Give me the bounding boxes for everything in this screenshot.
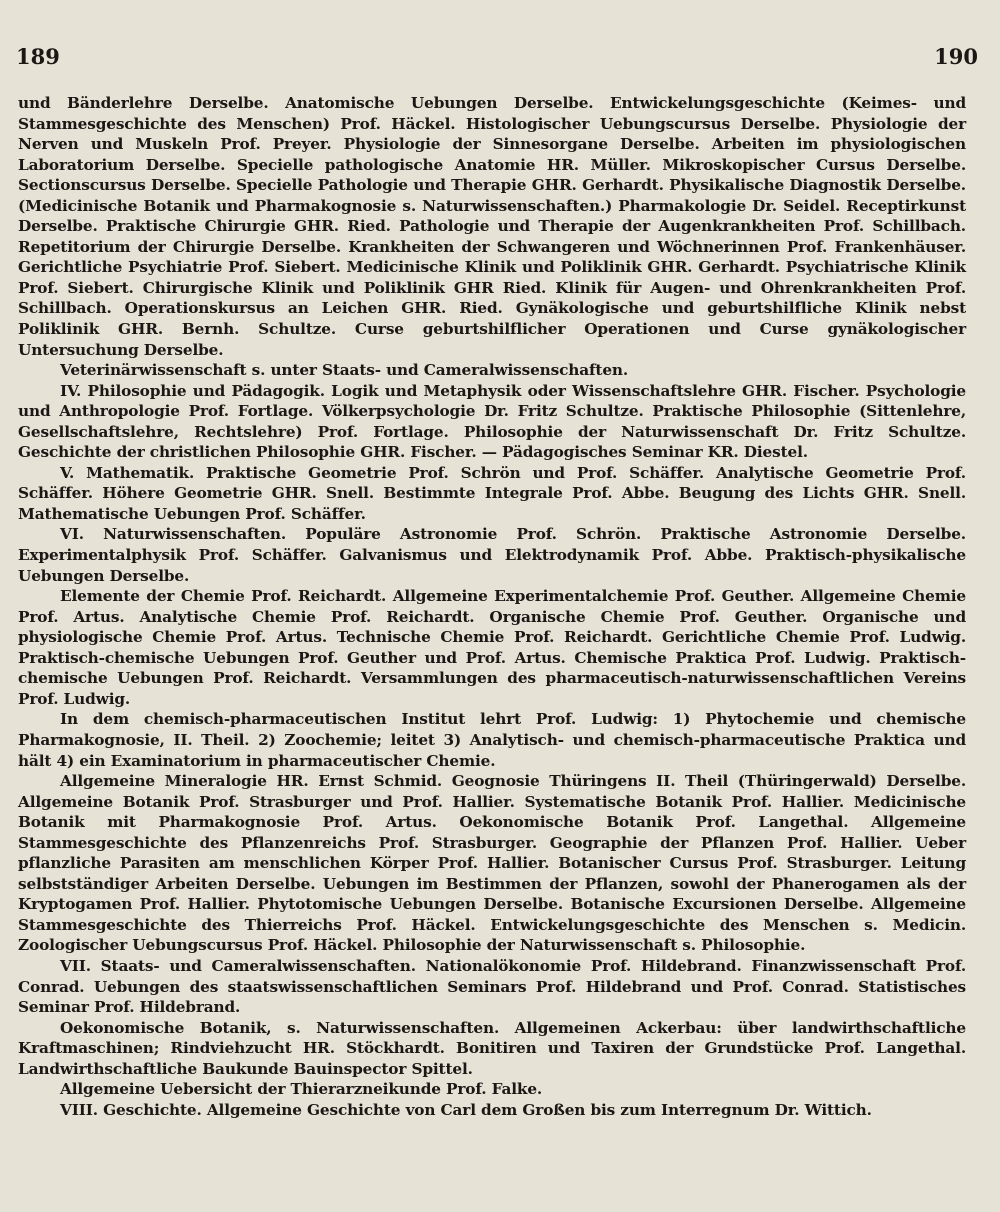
paragraph-medicine-continued: und Bänderlehre Derselbe. Anatomische Uebungen Derselbe. Entwickelungsgeschichte (Keimes- und Stammesgeschichte des Menschen) Prof. Häckel. Histologischer Uebungscursus Derselbe. Physiologie der Nerven und Muskeln Prof. Preyer. Physiologie der Sinnesorgane Derselbe. Arbeiten im physiologischen Laboratorium Derselbe. Specielle pathologische Anatomie HR. Müller. Mikroskopischer Cursus Derselbe. Sectionscursus Derselbe. Specielle Pathologie und Therapie GHR. Gerhardt. Physikalische Diagnostik Derselbe. (Medicinische Botanik und Pharmakognosie s. Naturwissenschaften.) Pharmakologie Dr. Seidel. Receptirkunst Derselbe. Praktische Chirurgie GHR. Ried. Pathologie und Therapie der Augenkrankheiten Prof. Schillbach. Repetitorium der Chirurgie Derselbe. Krankheiten der Schwangeren und Wöchnerinnen Prof. Frankenhäuser. Gerichtliche Psychiatrie Prof. Siebert. Medicinische Klinik und Poliklinik GHR. Gerhardt. Psychiatrische Klinik Prof. Siebert. Chirurgische Klinik und Poliklinik GHR Ried. Klinik für Augen- und Ohrenkrankheiten Prof. Schillbach. Operationskursus an Leichen GHR. Ried. Gynäkologische und geburtshilfliche Klinik nebst Poliklinik GHR. Bernh. Schultze. Curse geburtshilflicher Operationen und Curse gynäkologischer Untersuchung Derselbe. bbox=[18, 94, 966, 359]
paragraph-veterinary: Veterinärwissenschaft s. unter Staats- und Cameralwissenschaften. bbox=[60, 361, 629, 380]
paragraph-history: VIII. Geschichte. Allgemeine Geschichte von Carl dem Großen bis zum Interregnum Dr. Wittich. bbox=[60, 1100, 872, 1119]
paragraph-mathematics: V. Mathematik. Praktische Geometrie Prof. Schrön und Prof. Schäffer. Analytische Geometrie Prof. Schäffer. Höhere Geometrie GHR. Snell. Bestimmte Integrale Prof. Abbe. Beugung des Lichts GHR. Snell. Mathematische Uebungen Prof. Schäffer. bbox=[18, 463, 966, 523]
paragraph-mineralogy-botany: Allgemeine Mineralogie HR. Ernst Schmid. Geognosie Thüringens II. Theil (Thüringerwald) Derselbe. Allgemeine Botanik Prof. Strasburger und Prof. Hallier. Systematische Botanik Prof. Hallier. Medicinische Botanik mit Pharmakognosie Prof. Artus. Oekonomische Botanik Prof. Langethal. Allgemeine Stammesgeschichte des Pflanzenreichs Prof. Strasburger. Geographie der Pflanzen Prof. Hallier. Ueber pflanzliche Parasiten am menschlichen Körper Prof. Hallier. Botanischer Cursus Prof. Strasburger. Leitung selbstständiger Arbeiten Derselbe. Uebungen im Bestimmen der Pflanzen, sowohl der Phanerogamen als der Kryptogamen Prof. Hallier. Phytotomische Uebungen Derselbe. Botanische Excursionen Derselbe. Allgemeine Stammesgeschichte des Thierreichs Prof. Häckel. Entwickelungsgeschichte des Menschen s. Medicin. Zoologischer Uebungscursus Prof. Häckel. Philosophie der Naturwissenschaft s. Philosophie. bbox=[18, 772, 966, 955]
paragraph-state-sciences: VII. Staats- und Cameralwissenschaften. Nationalökonomie Prof. Hildebrand. Finanzwissenschaft Prof. Conrad. Uebungen des staatswissenschaftlichen Seminars Prof. Hildebrand und Prof. Conrad. Statistisches Seminar Prof. Hildebrand. bbox=[18, 956, 966, 1017]
page-number-left: 189 bbox=[16, 44, 60, 69]
paragraph-natural-sciences: VI. Naturwissenschaften. Populäre Astronomie Prof. Schrön. Praktische Astronomie Derselbe. Experimentalphysik Prof. Schäffer. Galvanismus und Elektrodynamik Prof. Abbe. Praktisch-physikalische Uebungen Derselbe. bbox=[18, 525, 966, 585]
paragraph-veterinary-medicine: Allgemeine Uebersicht der Thierarzneikunde Prof. Falke. bbox=[60, 1080, 543, 1099]
body-text bbox=[18, 93, 966, 1120]
page-number-right: 190 bbox=[934, 44, 978, 69]
paragraph-agriculture: Oekonomische Botanik, s. Naturwissenschaften. Allgemeinen Ackerbau: über landwirthschaftliche Kraftmaschinen; Rindviehzucht HR. Stöckhardt. Bonitiren und Taxiren der Grundstücke Prof. Langethal. Landwirthschaftliche Baukunde Bauinspector Spittel. bbox=[18, 1018, 966, 1078]
paragraph-pharmaceutical-institute: In dem chemisch-pharmaceutischen Institut lehrt Prof. Ludwig: 1) Phytochemie und chemische Pharmakognosie, II. Theil. 2) Zoochemie; leitet 3) Analytisch- und chemisch-pharmaceutische Praktica und hält 4) ein Examinatorium in pharmaceutischer Chemie. bbox=[18, 710, 966, 770]
paragraph-philosophy: IV. Philosophie und Pädagogik. Logik und Metaphysik oder Wissenschaftslehre GHR. Fischer. Psychologie und Anthropologie Prof. Fortlage. Völkerpsychologie Dr. Fritz Schultze. Praktische Philosophie (Sittenlehre, Gesellschaftslehre, Rechtslehre) Prof. Fortlage. Philosophie der Naturwissenschaft Dr. Fritz Schultze. Geschichte der christlichen Philosophie GHR. Fischer. — Pädagogisches Seminar KR. Diestel. bbox=[18, 381, 966, 462]
paragraph-chemistry: Elemente der Chemie Prof. Reichardt. Allgemeine Experimentalchemie Prof. Geuther. Allgemeine Chemie Prof. Artus. Analytische Chemie Prof. Reichardt. Organische Chemie Prof. Geuther. Organische und physiologische Chemie Prof. Artus. Technische Chemie Prof. Reichardt. Gerichtliche Chemie Prof. Ludwig. Praktisch-chemische Uebungen Prof. Geuther und Prof. Artus. Chemische Praktica Prof. Ludwig. Praktisch-chemische Uebungen Prof. Reichardt. Versammlungen des pharmaceutisch-naturwissenschaftlichen Vereins Prof. Ludwig. bbox=[18, 587, 966, 708]
